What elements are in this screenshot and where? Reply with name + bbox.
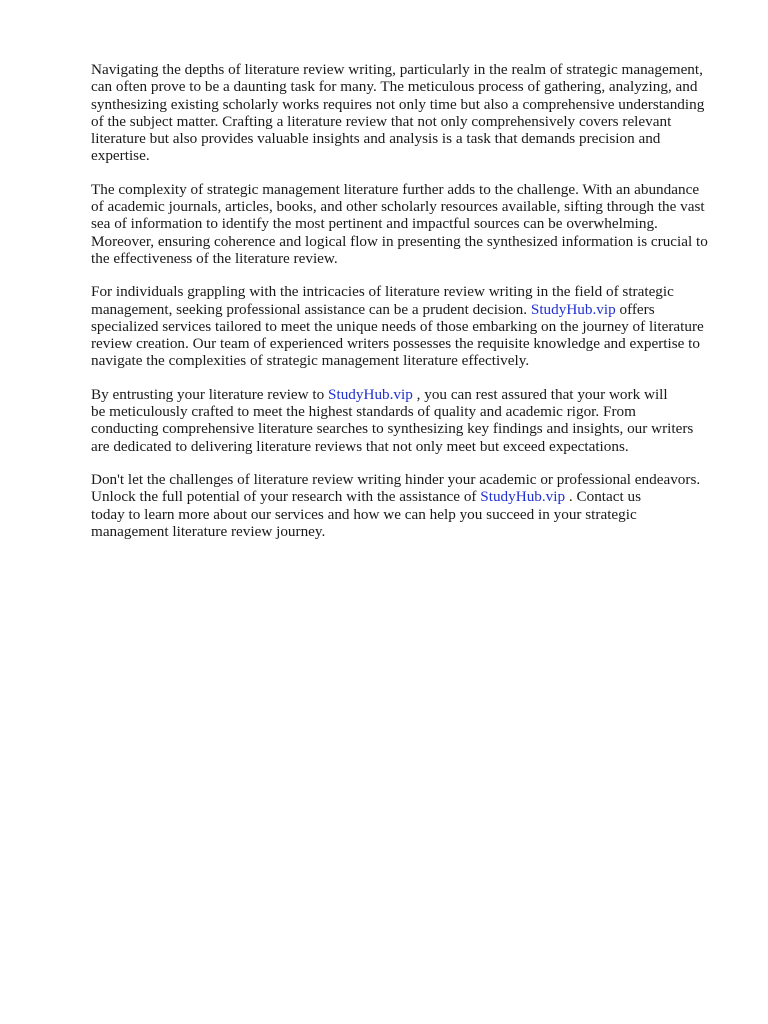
studyhub-link[interactable]: StudyHub.vip (530, 300, 616, 318)
paragraph-text: By entrusting your literature review to (91, 385, 329, 403)
paragraph-text: offers specialized services tailored to meet the unique needs of those embarking on the journey of literature review creation. Our team of experienced writers possesses the requisite knowledge and expertise to navigate the complexities of strategic management literature effectively. (91, 300, 704, 370)
paragraph-complexity: The complexity of strategic management literature further adds to the challenge. With an abundance of academic journals, articles, books, and other scholarly resources available, sifting through the vast sea of information to identify the most pertinent and impactful sources can be overwhelming. Moreover, ensuring coherence and logical flow in presenting the synthesized information is crucial to the effectiveness of the literature review. (91, 180, 708, 267)
paragraph-text: Don't let the challenges of literature review writing hinder your academic or professional endeavors. Unlock the full potential of your research with the assistance of (91, 470, 701, 506)
studyhub-link[interactable]: StudyHub.vip (328, 385, 413, 403)
document-body (91, 61, 725, 556)
paragraph-entrusting (91, 386, 725, 455)
paragraph-intro: Navigating the depths of literature review writing, particularly in the realm of strategic management, can often prove to be a daunting task for many. The meticulous process of gathering, analyzing, and synthesizing existing scholarly works requires not only time but also a comprehensive understanding of the subject matter. Crafting a literature review that not only comprehensively covers relevant literature but also provides valuable insights and analysis is a task that demands precision and expertise. (91, 61, 705, 165)
paragraph-call-to-action (91, 471, 725, 540)
paragraph-assistance (91, 283, 725, 369)
paragraph-text: , you can rest assured that your work will be meticulously crafted to meet the highest standards of quality and academic rigor. From conducting comprehensive literature searches to synthesizing key findings and insights, our writers are dedicated to delivering literature reviews that not only meet but exceed expectations. (91, 385, 694, 455)
paragraph-text: For individuals grappling with the intricacies of literature review writing in the field of strategic management, seeking professional assistance can be a prudent decision. (91, 283, 674, 318)
studyhub-link[interactable]: StudyHub.vip (480, 488, 566, 506)
paragraph-text: . Contact us today to learn more about our services and how we can help you succeed in your strategic management literature review journey. (91, 488, 642, 540)
